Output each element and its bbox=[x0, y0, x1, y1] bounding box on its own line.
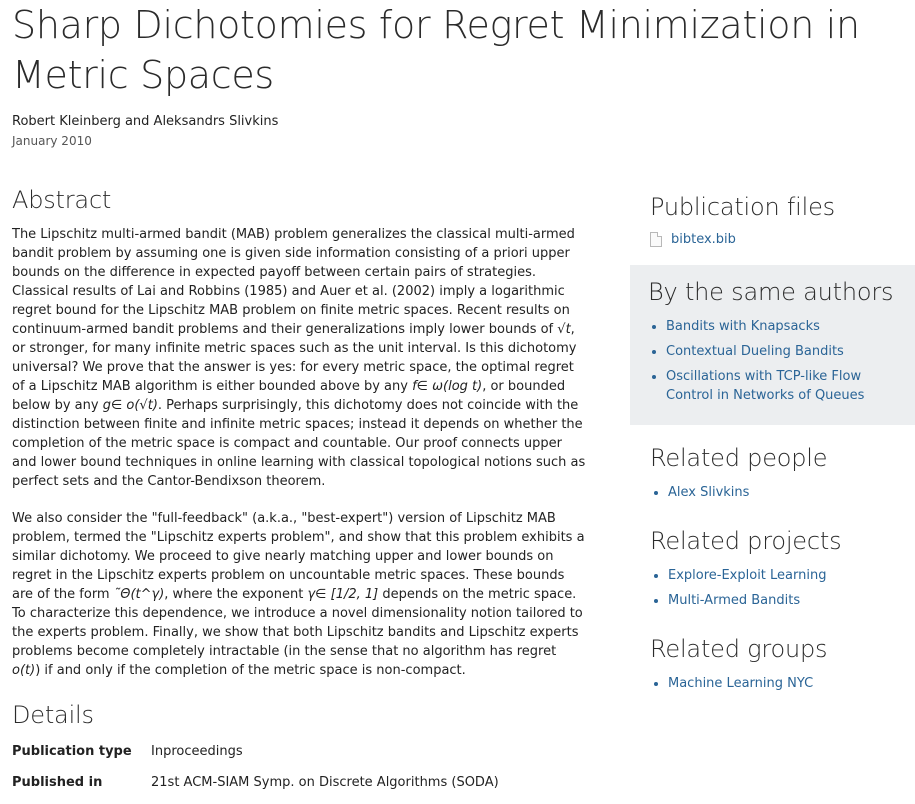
file-row bbox=[650, 232, 895, 247]
related-projects-list bbox=[650, 566, 895, 610]
same-authors-link[interactable]: Bandits with Knapsacks bbox=[666, 319, 820, 334]
file-icon bbox=[650, 232, 662, 247]
main-content bbox=[12, 183, 587, 804]
publication-files-section bbox=[630, 190, 915, 247]
math-expression: o(t) bbox=[12, 663, 36, 678]
related-projects-heading: Related projects bbox=[650, 527, 842, 555]
related-groups-heading: Related groups bbox=[650, 635, 828, 663]
list-item bbox=[668, 674, 895, 693]
related-project-link[interactable]: Explore-Exploit Learning bbox=[668, 568, 827, 583]
related-people-section bbox=[630, 425, 915, 502]
abstract-heading: Abstract bbox=[12, 186, 112, 214]
details-value: 21st ACM-SIAM Symp. on Discrete Algorithms (SODA) bbox=[151, 775, 499, 790]
same-authors-section bbox=[630, 265, 915, 425]
details-row-publication-type bbox=[12, 742, 499, 773]
details-value: Inproceedings bbox=[151, 744, 243, 759]
list-item bbox=[666, 367, 897, 405]
related-project-link[interactable]: Multi-Armed Bandits bbox=[668, 593, 801, 608]
abstract-paragraph-2: We also consider the "full-feedback" (a.k.a., "best-expert") version of Lipschitz MAB problem, termed the "Lipschitz experts problem", and show that this problem exhibits a similar dichotomy. We proceed to give nearly matching upper and lower bounds on regret in the Lipschitz experts problem on uncountable metric spaces. These bounds are of the form ˜Θ(t^γ), where the exponent γ∈ [1/2, 1] depends on the metric space. To characterize this dependence, we introduce a novel dimensionality notion tailored to the experts problem. Finally, we show that both Lipschitz bandits and Lipschitz experts problems become completely intractable (in the sense that no algorithm has regret o(t)) if and only if the completion of the metric space is non-compact. bbox=[12, 511, 585, 678]
math-expression: f∈ ω(log t) bbox=[412, 379, 483, 394]
authors: Robert Kleinberg and Aleksandrs Slivkins bbox=[12, 114, 279, 129]
math-expression: √t bbox=[557, 322, 571, 337]
math-expression: ˜Θ(t^γ) bbox=[113, 587, 165, 602]
details-label: Publication type bbox=[12, 744, 132, 759]
same-authors-list bbox=[648, 317, 897, 405]
sidebar bbox=[630, 190, 915, 699]
math-expression: γ∈ [1/2, 1] bbox=[307, 587, 379, 602]
list-item bbox=[668, 566, 895, 585]
details-table bbox=[12, 742, 499, 804]
same-authors-link[interactable]: Contextual Dueling Bandits bbox=[666, 344, 844, 359]
related-people-heading: Related people bbox=[650, 444, 828, 472]
bibtex-file-link[interactable]: bibtex.bib bbox=[671, 232, 736, 247]
list-item bbox=[666, 342, 897, 361]
same-authors-link[interactable]: Oscillations with TCP-like Flow Control in Networks of Queues bbox=[666, 369, 865, 403]
publication-files-heading: Publication files bbox=[650, 193, 835, 221]
related-groups-list bbox=[650, 674, 895, 693]
list-item bbox=[668, 591, 895, 610]
related-people-list bbox=[650, 483, 895, 502]
related-group-link[interactable]: Machine Learning NYC bbox=[668, 676, 814, 691]
related-projects-section bbox=[630, 508, 915, 610]
details-label: Published in bbox=[12, 775, 103, 790]
details-row-published-in bbox=[12, 773, 499, 804]
list-item bbox=[666, 317, 897, 336]
page-title: Sharp Dichotomies for Regret Minimization in Metric Spaces bbox=[12, 3, 860, 97]
related-groups-section bbox=[630, 616, 915, 693]
publication-date: January 2010 bbox=[12, 134, 92, 148]
list-item bbox=[668, 483, 895, 502]
math-expression: g∈ o(√t) bbox=[102, 398, 158, 413]
details-heading: Details bbox=[12, 701, 94, 729]
same-authors-heading: By the same authors bbox=[648, 278, 894, 306]
related-person-link[interactable]: Alex Slivkins bbox=[668, 485, 750, 500]
abstract-paragraph-1: The Lipschitz multi-armed bandit (MAB) problem generalizes the classical multi-armed bandit problem by assuming one is given side information consisting of a priori upper bounds on the difference in expected payoff between certain pairs of strategies. Classical results of Lai and Robbins (1985) and Auer et al. (2002) imply a logarithmic regret bound for the Lipschitz MAB problem on finite metric spaces. Recent results on continuum-armed bandit problems and their generalizations imply lower bounds of √t, or stronger, for many infinite metric spaces such as the unit interval. Is this dichotomy universal? We prove that the answer is yes: for every metric space, the optimal regret of a Lipschitz MAB algorithm is either bounded above by any f∈ ω(log t), or bounded below by any g∈ o(√t). Perhaps surprisingly, this dichotomy does not coincide with the distinction between finite and infinite metric spaces; instead it depends on whether the completion of the metric space is compact and countable. Our proof connects upper and lower bound techniques in online learning with classical topological notions such as perfect sets and the Cantor-Bendixson theorem. bbox=[12, 227, 586, 489]
